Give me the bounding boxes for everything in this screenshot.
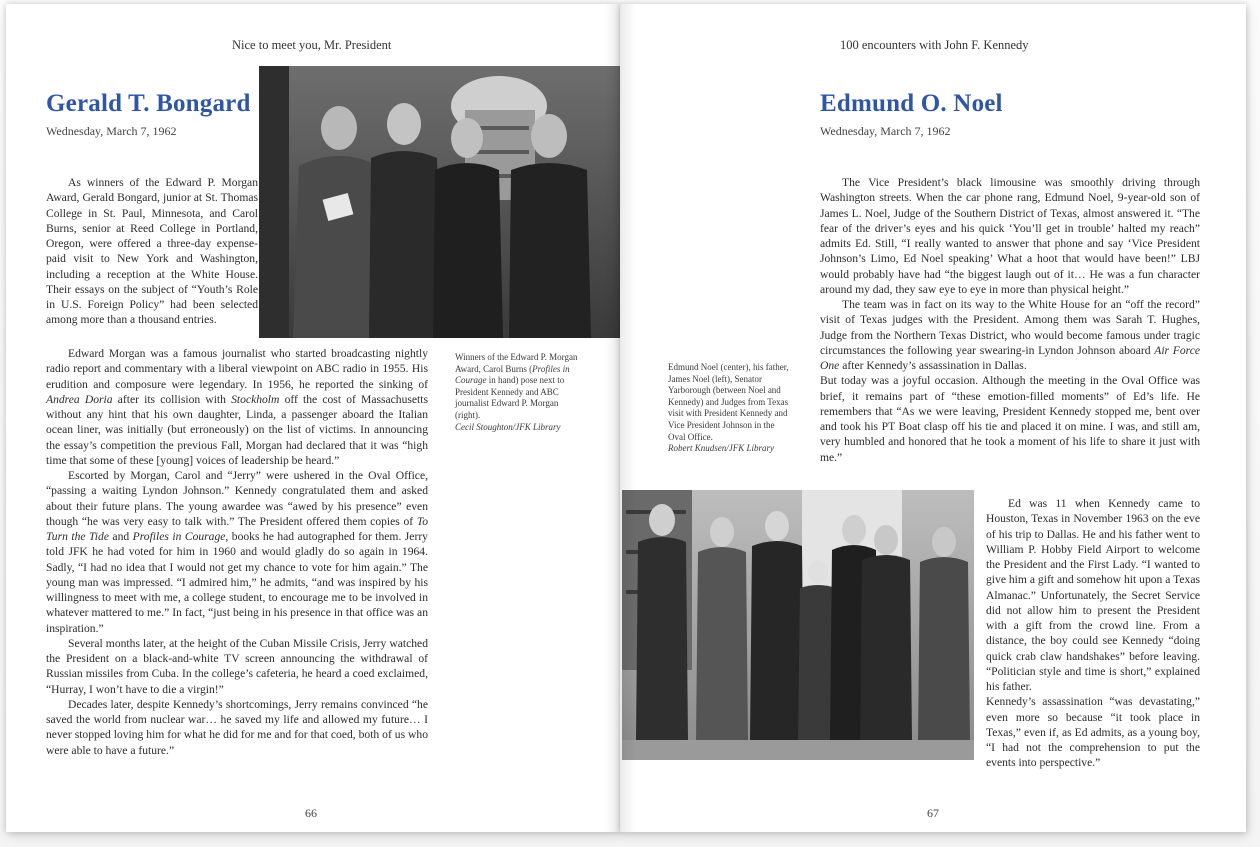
right-caption-text: Edmund Noel (center), his father, James Noel (left), Senator Yarborough (between Noel and Kennedy) and Judges from Texas visit with President Kennedy and Vice President Johnson in the Oval Office. [668, 362, 789, 442]
left-page [6, 4, 620, 832]
right-photo-judges-group [622, 490, 974, 760]
ship-name-andrea-doria: Andrea Doria [46, 392, 113, 406]
left-photo-caption [455, 352, 579, 433]
right-running-head: 100 encounters with John F. Kennedy [840, 38, 1029, 52]
left-paragraph-morgan [46, 346, 428, 468]
left-page-number: 66 [305, 806, 317, 820]
right-paragraph-joyful: But today was a joyful occasion. Although the meeting in the Oval Office was brief, it remains part of “these emotion-filled moments” of Ed’s life. He remembers that “As we were leaving, President Kennedy stopped me, bent over and took his PT Boat clasp off his tie and placed it on mine. I was, and still am, very humbled and honored that he took a moment of his life to share it just with me.” [820, 374, 1200, 464]
photo-placeholder-right [622, 490, 974, 760]
right-page-number: 67 [927, 806, 939, 820]
right-paragraph-team [820, 297, 1200, 373]
left-main-column [46, 346, 428, 758]
left-p2-text-b: after its collision with [112, 392, 232, 406]
right-paragraph-limousine: The Vice President’s black limousine was smoothly driving through Washington streets. When the car phone rang, Edmund Noel, 9-year-old son of James L. Noel, Judge of the Southern District of Texas, almost answered it. “The fear of the driver’s eyes and his quick ‘You’ll get in trouble’ halted my reach” admits Ed. Still, “I really wanted to answer that phone and say ‘Vice President Johnson’s Limo, Ed Noel speaking’ What a hoot that would have been!” LBJ would probably have had “the biggest laugh out of it… He was a fun character around my dad, they saw eye to eye in more than physical height.” [820, 176, 1200, 296]
right-p2-text-b: after Kennedy’s assassination in Dallas. [839, 359, 1027, 372]
left-p3-text-b: , books he had autographed for them. Jerry told JFK he had voted for him in 1960 and would gladly do so again in 1964. Sadly, “I had no idea that I would not get my chance to vote for him again.” The young man was impressed. “I admired him,” he admits, “and was inspired by his willingness to meet with me, a college student, to encourage me to be involved in whatever mattered to me.” In fact, “just being in his presence in that office was an inspiration.” [46, 530, 428, 635]
left-intro-column [46, 175, 258, 328]
left-caption-book: Profiles in Courage [455, 363, 570, 386]
right-paragraph-houston: Ed was 11 when Kennedy came to Houston, Texas in November 1963 on the eve of his trip to Dallas. He and his father went to William P. Hobby Field Airport to welcome the President and the First Lady. “I wanted to give him a gift and somehow hit upon a Texas Almanac.” Unfortunately, the Secret Service did not allow him to present the President with a gift from the crowd line. From a distance, the boy could see Kennedy “doing quick crab claw handshakes” before leaving. “Politician style and time is short,” explained his father. [986, 497, 1200, 693]
right-encounter-date: Wednesday, March 7, 1962 [820, 124, 951, 138]
ship-name-stockholm: Stockholm [231, 392, 280, 406]
left-p2-text-a: Edward Morgan was a famous journalist who started broadcasting nightly radio report and commentary with a liberal viewpoint on ABC radio in 1955. His erudition and composure were legendary. In 1956, he reported the sinking of [46, 347, 428, 391]
right-side-column [986, 496, 1200, 771]
left-encounter-date: Wednesday, March 7, 1962 [46, 124, 177, 138]
right-paragraph-assassination: Kennedy’s assassination “was devastating,” even more so because “it took place in Texas,” even if, as Ed admits, as a young boy, “I had not the comprehension to put the events into perspective.” [986, 695, 1200, 770]
left-p3-text-and: and [108, 530, 133, 543]
photo-placeholder-left [259, 66, 623, 338]
left-paragraph-cuban-crisis: Several months later, at the height of the Cuban Missile Crisis, Jerry watched the President on a black-and-white TV screen announcing the withdrawal of Russian missiles from Cuba. In the college’s cafeteria, he heard a coed exclaimed, “Hurray, I won’t have to die a virgin!” [46, 636, 428, 696]
left-p3-text-a: Escorted by Morgan, Carol and “Jerry” were ushered in the Oval Office, “passing a waiting Lyndon Johnson.” Kennedy congratulated them and asked about their future plans. The young awardee was “awed by his presence” even though “he was very easy to talk with.” The President offered them copies of [46, 469, 428, 528]
left-intro-paragraph: As winners of the Edward P. Morgan Award, Gerald Bongard, junior at St. Thomas College in St. Paul, Minnesota, and Carol Burns, senior at Reed College in Portland, Oregon, were offered a three-day expense-paid visit to New York and Washington, including a reception at the White House. Their essays on the subject of “Youth’s Role in U.S. Foreign Policy” had been selected among more than a thousand entries. [46, 176, 258, 327]
right-photo-credit: Robert Knudsen/JFK Library [668, 443, 774, 454]
right-page [620, 4, 1246, 832]
right-photo-caption [668, 362, 792, 455]
right-main-column [820, 175, 1200, 465]
left-photo-oval-office [259, 66, 623, 338]
left-p2-text-c: off the cost of Massachusetts without any hint that his own daughter, Linda, a passenger aboard the Italian ocean liner, was initially (but erroneously) on the list of victims. In announcing the essay’s competition the previous Fall, Morgan had declared that it was “high time that some of these [young] voices of leadership be heard.” [46, 392, 428, 467]
book-title-to-turn-the-tide: To Turn the Tide [46, 514, 428, 543]
book-title-profiles-in-courage: Profiles in Courage [132, 530, 226, 543]
left-caption-text-a: Winners of the Edward P. Morgan Award, Carol Burns ( [455, 352, 578, 374]
plane-name-air-force-one: Air Force One [820, 343, 1201, 372]
left-paragraph-oval-office [46, 468, 428, 636]
left-caption-text-b: in hand) pose next to President Kennedy and ABC journalist Edward P. Morgan (right). [455, 375, 565, 420]
left-photo-credit: Cecil Stoughton/JFK Library [455, 421, 561, 432]
left-paragraph-decades-later: Decades later, despite Kennedy’s shortcomings, Jerry remains convinced “he saved the world from nuclear war… he saved my life and allowed my future… I never stopped loving him for what he did for me and for that coed, both of us who were able to have a future.” [46, 697, 428, 757]
right-p2-text-a: The team was in fact on its way to the White House for an “off the record” visit of Texas judges with the President. Among them was Sarah T. Hughes, Judge from the Northern Texas District, who would become famous under tragic circumstances the following year swearing-in Lyndon Johnson aboard [820, 298, 1200, 357]
right-person-name: Edmund O. Noel [820, 90, 1003, 117]
left-person-name: Gerald T. Bongard [46, 90, 251, 117]
left-running-head: Nice to meet you, Mr. President [232, 38, 392, 52]
